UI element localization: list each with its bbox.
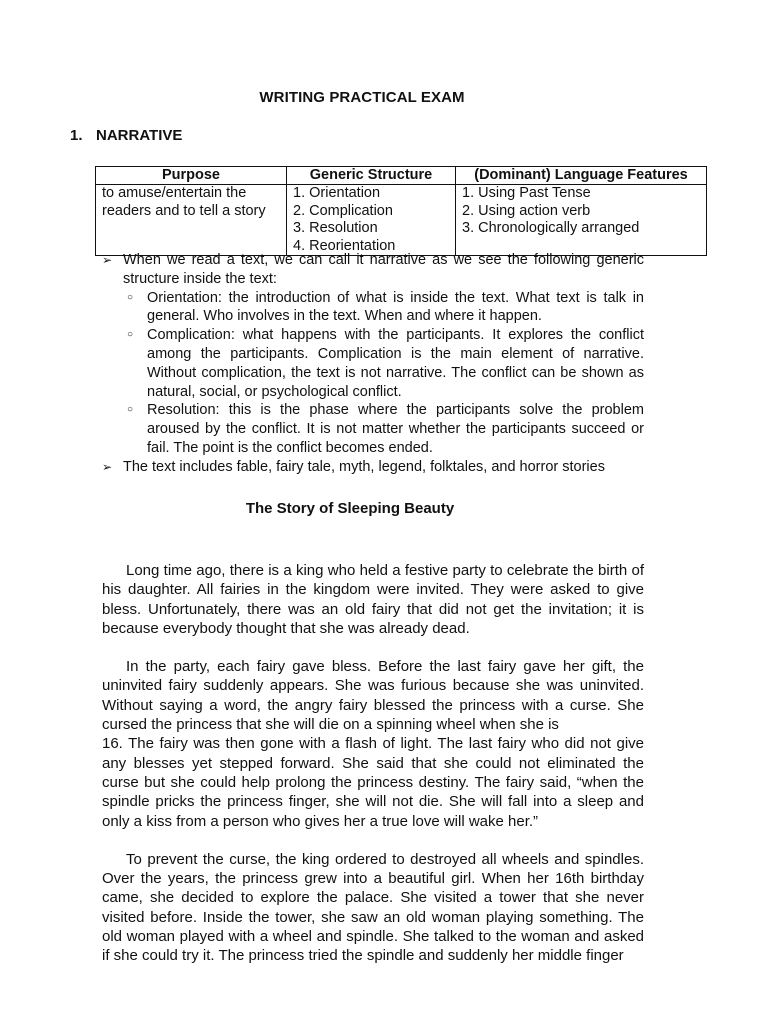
structure-line: 1. Orientation	[293, 185, 381, 202]
intro-text: When we read a text, we can call it narrative as we see the following generic structure inside the text:	[123, 252, 644, 287]
structure-cell	[287, 185, 456, 256]
story-paragraph-part: 16. The fairy was then gone with a flash of light. The last fairy who did not give any blesses yet stepped forward. She said that she could not eliminated the curse but she could help prolong the princess destiny. The fairy said, “when the spindle pricks the princess finger, she will not die. She will fall into a sleep and only a kiss from a person who gives her a true love will wake her.”	[102, 735, 644, 830]
complication-note: Complication: what happens with the participants. It explores the conflict among the participants. Complication is the main element of narrative. Without complication, the text is not narrative. The conflict can be shown as natural, social, or psychological conflict.	[147, 327, 644, 400]
header-generic-structure: Generic Structure	[287, 167, 456, 185]
table-row	[96, 185, 707, 256]
section-number: 1.	[70, 127, 83, 144]
language-line: 2. Using action verb	[462, 202, 591, 219]
story-title: The Story of Sleeping Beauty	[245, 500, 455, 517]
list-item	[102, 251, 644, 458]
language-line: 1. Using Past Tense	[462, 185, 591, 202]
circle-bullet-icon: ○	[127, 329, 134, 341]
closing-note: The text includes fable, fairy tale, myth, legend, folktales, and horror stories	[123, 458, 605, 475]
purpose-line: readers and to tell a story	[102, 202, 266, 219]
story-paragraph: Long time ago, there is a king who held a festive party to celebrate the birth of his daughter. All fairies in the kingdom were invited. They were asked to give bless. Unfortunately, there was an old fairy that did not get the invitation; it is because everybody thought that she was already dead.	[102, 562, 644, 637]
circle-bullet-icon: ○	[127, 291, 134, 303]
purpose-line: to amuse/entertain the	[102, 185, 247, 202]
resolution-note: Resolution: this is the phase where the participants solve the problem aroused by the conflict. It is not matter whether the participants succeed or fail. The point is the conflict becomes ended.	[147, 402, 644, 456]
narrative-notes-list	[102, 251, 644, 477]
structure-sublist	[123, 289, 644, 458]
list-item	[123, 326, 644, 401]
section-title: NARRATIVE	[96, 127, 183, 144]
arrow-bullet-icon: ➢	[102, 459, 113, 474]
page-title: WRITING PRACTICAL EXAM	[259, 89, 465, 106]
story-paragraph-part: In the party, each fairy gave bless. Before the last fairy gave her gift, the uninvited fairy suddenly appears. She was furious because she was uninvited. Without saying a word, the angry fairy blessed the princess with a curse. She cursed the princess that she will die on a spinning wheel when she is	[102, 658, 644, 734]
story-paragraph	[102, 657, 644, 831]
language-cell	[456, 185, 707, 256]
list-item	[123, 401, 644, 457]
list-item	[123, 289, 644, 327]
structure-line: 3. Resolution	[293, 220, 378, 237]
story-body	[102, 561, 644, 985]
orientation-note: Orientation: the introduction of what is inside the text. What text is talk in general. Who involves in the text. When and where it happen.	[147, 289, 644, 325]
table-header-row	[96, 167, 707, 185]
section-heading	[70, 127, 182, 144]
arrow-bullet-icon: ➢	[102, 253, 113, 267]
header-language-features: (Dominant) Language Features	[456, 167, 707, 185]
language-line: 3. Chronologically arranged	[462, 220, 640, 237]
structure-line: 2. Complication	[293, 202, 393, 219]
purpose-cell	[96, 185, 287, 256]
list-item	[102, 458, 644, 477]
story-paragraph: To prevent the curse, the king ordered to destroyed all wheels and spindles. Over the years, the princess grew into a beautiful girl. When her 16th birthday came, she decided to explore the palace. She visited a tower that she never visited before. Inside the tower, she saw an old woman playing something. The old woman played with a wheel and spindle. She talked to the woman and asked if she could try it. The princess tried the spindle and suddenly her middle finger	[102, 850, 644, 965]
header-purpose: Purpose	[96, 167, 287, 185]
structure-line: 4. Reorientation	[293, 237, 396, 254]
narrative-features-table	[95, 166, 707, 256]
circle-bullet-icon: ○	[127, 404, 134, 416]
